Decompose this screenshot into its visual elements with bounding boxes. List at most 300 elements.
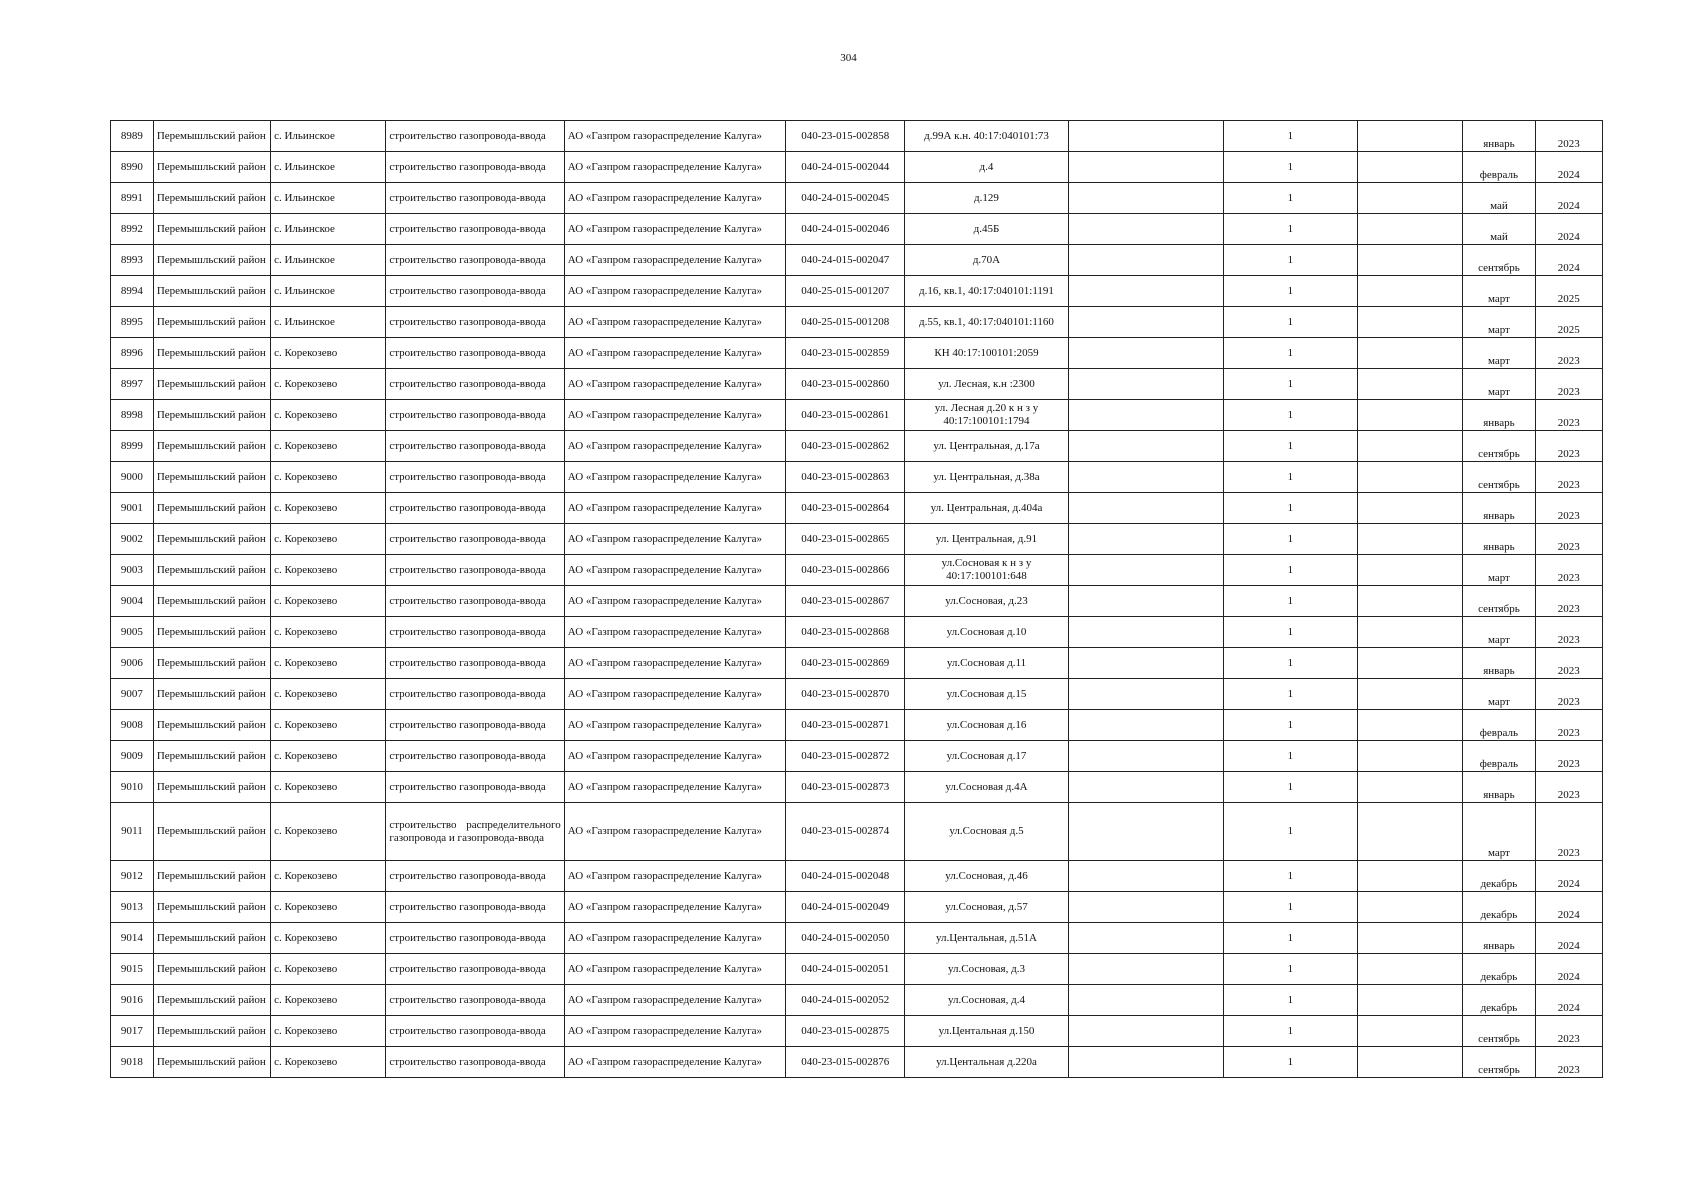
- month-cell: январь: [1463, 923, 1535, 954]
- village-cell: с. Корекозево: [271, 954, 386, 985]
- address-cell: ул. Центральная, д.17а: [905, 431, 1068, 462]
- month-cell: январь: [1463, 524, 1535, 555]
- registry-code-cell: 040-23-015-002863: [786, 462, 905, 493]
- address-cell: ул.Сосновая д.5: [905, 803, 1068, 861]
- quantity-cell: 1: [1223, 923, 1358, 954]
- district-cell: Перемышльский район: [153, 648, 270, 679]
- quantity-cell: 1: [1223, 183, 1358, 214]
- month-cell: январь: [1463, 648, 1535, 679]
- empty-cell: [1358, 493, 1463, 524]
- table-row: [111, 954, 1603, 985]
- work-type-cell: строительство газопровода-ввода: [386, 152, 564, 183]
- empty-cell: [1358, 431, 1463, 462]
- empty-cell: [1358, 648, 1463, 679]
- empty-cell: [1358, 1047, 1463, 1078]
- district-cell: Перемышльский район: [153, 679, 270, 710]
- quantity-cell: 1: [1223, 861, 1358, 892]
- village-cell: с. Корекозево: [271, 1016, 386, 1047]
- village-cell: с. Корекозево: [271, 400, 386, 431]
- year-cell: 2023: [1535, 741, 1602, 772]
- registry-code-cell: 040-23-015-002865: [786, 524, 905, 555]
- village-cell: с. Корекозево: [271, 772, 386, 803]
- year-cell: 2023: [1535, 679, 1602, 710]
- year-cell: 2024: [1535, 923, 1602, 954]
- organization-cell: АО «Газпром газораспределение Калуга»: [564, 923, 785, 954]
- row-number: 8992: [111, 214, 154, 245]
- year-cell: 2024: [1535, 861, 1602, 892]
- row-number: 9010: [111, 772, 154, 803]
- table-row: [111, 462, 1603, 493]
- month-cell: январь: [1463, 493, 1535, 524]
- year-cell: 2024: [1535, 954, 1602, 985]
- registry-code-cell: 040-23-015-002873: [786, 772, 905, 803]
- organization-cell: АО «Газпром газораспределение Калуга»: [564, 307, 785, 338]
- work-type-cell: строительство газопровода-ввода: [386, 214, 564, 245]
- year-cell: 2023: [1535, 648, 1602, 679]
- work-type-cell: строительство газопровода-ввода: [386, 741, 564, 772]
- empty-cell: [1358, 121, 1463, 152]
- empty-cell: [1068, 431, 1223, 462]
- year-cell: 2023: [1535, 524, 1602, 555]
- organization-cell: АО «Газпром газораспределение Калуга»: [564, 369, 785, 400]
- year-cell: 2023: [1535, 338, 1602, 369]
- district-cell: Перемышльский район: [153, 276, 270, 307]
- district-cell: Перемышльский район: [153, 985, 270, 1016]
- registry-code-cell: 040-24-015-002049: [786, 892, 905, 923]
- organization-cell: АО «Газпром газораспределение Калуга»: [564, 431, 785, 462]
- quantity-cell: 1: [1223, 555, 1358, 586]
- quantity-cell: 1: [1223, 741, 1358, 772]
- year-cell: 2024: [1535, 152, 1602, 183]
- organization-cell: АО «Газпром газораспределение Калуга»: [564, 1047, 785, 1078]
- row-number: 9000: [111, 462, 154, 493]
- empty-cell: [1068, 772, 1223, 803]
- quantity-cell: 1: [1223, 152, 1358, 183]
- row-number: 9008: [111, 710, 154, 741]
- district-cell: Перемышльский район: [153, 861, 270, 892]
- registry-code-cell: 040-23-015-002859: [786, 338, 905, 369]
- year-cell: 2023: [1535, 586, 1602, 617]
- empty-cell: [1068, 276, 1223, 307]
- empty-cell: [1358, 892, 1463, 923]
- organization-cell: АО «Газпром газораспределение Калуга»: [564, 121, 785, 152]
- work-type-cell: строительство газопровода-ввода: [386, 861, 564, 892]
- year-cell: 2025: [1535, 307, 1602, 338]
- row-number: 9004: [111, 586, 154, 617]
- work-type-cell: строительство газопровода-ввода: [386, 1047, 564, 1078]
- year-cell: 2023: [1535, 617, 1602, 648]
- district-cell: Перемышльский район: [153, 586, 270, 617]
- month-cell: декабрь: [1463, 861, 1535, 892]
- month-cell: март: [1463, 369, 1535, 400]
- address-cell: ул.Центальная, д.51А: [905, 923, 1068, 954]
- registry-code-cell: 040-23-015-002874: [786, 803, 905, 861]
- year-cell: 2024: [1535, 214, 1602, 245]
- registry-code-cell: 040-24-015-002047: [786, 245, 905, 276]
- village-cell: с. Корекозево: [271, 617, 386, 648]
- registry-code-cell: 040-24-015-002046: [786, 214, 905, 245]
- registry-code-cell: 040-24-015-002052: [786, 985, 905, 1016]
- table-row: [111, 803, 1603, 861]
- empty-cell: [1068, 369, 1223, 400]
- year-cell: 2023: [1535, 431, 1602, 462]
- year-cell: 2023: [1535, 772, 1602, 803]
- registry-code-cell: 040-23-015-002866: [786, 555, 905, 586]
- year-cell: 2023: [1535, 555, 1602, 586]
- month-cell: март: [1463, 307, 1535, 338]
- month-cell: сентябрь: [1463, 431, 1535, 462]
- address-cell: ул.Сосновая, д.4: [905, 985, 1068, 1016]
- quantity-cell: 1: [1223, 1047, 1358, 1078]
- empty-cell: [1068, 338, 1223, 369]
- address-cell: ул.Сосновая д.10: [905, 617, 1068, 648]
- district-cell: Перемышльский район: [153, 493, 270, 524]
- organization-cell: АО «Газпром газораспределение Калуга»: [564, 617, 785, 648]
- quantity-cell: 1: [1223, 276, 1358, 307]
- village-cell: с. Ильинское: [271, 307, 386, 338]
- village-cell: с. Корекозево: [271, 338, 386, 369]
- table-row: [111, 1016, 1603, 1047]
- quantity-cell: 1: [1223, 214, 1358, 245]
- month-cell: сентябрь: [1463, 245, 1535, 276]
- village-cell: с. Ильинское: [271, 214, 386, 245]
- month-cell: декабрь: [1463, 954, 1535, 985]
- work-type-cell: строительство газопровода-ввода: [386, 307, 564, 338]
- empty-cell: [1068, 803, 1223, 861]
- address-cell: ул.Сосновая д.4А: [905, 772, 1068, 803]
- village-cell: с. Корекозево: [271, 369, 386, 400]
- address-cell: КН 40:17:100101:2059: [905, 338, 1068, 369]
- row-number: 8998: [111, 400, 154, 431]
- row-number: 8997: [111, 369, 154, 400]
- empty-cell: [1358, 338, 1463, 369]
- organization-cell: АО «Газпром газораспределение Калуга»: [564, 803, 785, 861]
- address-cell: ул.Сосновая д.16: [905, 710, 1068, 741]
- village-cell: с. Корекозево: [271, 923, 386, 954]
- village-cell: с. Корекозево: [271, 462, 386, 493]
- district-cell: Перемышльский район: [153, 710, 270, 741]
- empty-cell: [1358, 679, 1463, 710]
- village-cell: с. Ильинское: [271, 276, 386, 307]
- row-number: 8995: [111, 307, 154, 338]
- district-cell: Перемышльский район: [153, 1016, 270, 1047]
- empty-cell: [1068, 245, 1223, 276]
- empty-cell: [1358, 307, 1463, 338]
- organization-cell: АО «Газпром газораспределение Калуга»: [564, 524, 785, 555]
- district-cell: Перемышльский район: [153, 892, 270, 923]
- organization-cell: АО «Газпром газораспределение Калуга»: [564, 648, 785, 679]
- page-number: 304: [840, 52, 857, 64]
- district-cell: Перемышльский район: [153, 954, 270, 985]
- row-number: 9006: [111, 648, 154, 679]
- village-cell: с. Ильинское: [271, 245, 386, 276]
- registry-code-cell: 040-24-015-002048: [786, 861, 905, 892]
- organization-cell: АО «Газпром газораспределение Калуга»: [564, 772, 785, 803]
- quantity-cell: 1: [1223, 1016, 1358, 1047]
- village-cell: с. Корекозево: [271, 710, 386, 741]
- row-number: 8999: [111, 431, 154, 462]
- table-row: [111, 493, 1603, 524]
- address-cell: д.45Б: [905, 214, 1068, 245]
- row-number: 8990: [111, 152, 154, 183]
- empty-cell: [1358, 861, 1463, 892]
- registry-code-cell: 040-23-015-002860: [786, 369, 905, 400]
- work-type-cell: строительство газопровода-ввода: [386, 121, 564, 152]
- empty-cell: [1068, 892, 1223, 923]
- registry-code-cell: 040-25-015-001208: [786, 307, 905, 338]
- table-row: [111, 617, 1603, 648]
- quantity-cell: 1: [1223, 954, 1358, 985]
- district-cell: Перемышльский район: [153, 617, 270, 648]
- registry-code-cell: 040-23-015-002864: [786, 493, 905, 524]
- organization-cell: АО «Газпром газораспределение Калуга»: [564, 679, 785, 710]
- village-cell: с. Корекозево: [271, 555, 386, 586]
- district-cell: Перемышльский район: [153, 338, 270, 369]
- year-cell: 2023: [1535, 369, 1602, 400]
- district-cell: Перемышльский район: [153, 245, 270, 276]
- work-type-cell: строительство газопровода-ввода: [386, 586, 564, 617]
- work-type-cell: строительство газопровода-ввода: [386, 648, 564, 679]
- organization-cell: АО «Газпром газораспределение Калуга»: [564, 741, 785, 772]
- address-cell: ул.Сосновая, д.23: [905, 586, 1068, 617]
- quantity-cell: 1: [1223, 710, 1358, 741]
- village-cell: с. Корекозево: [271, 861, 386, 892]
- address-cell: д.55, кв.1, 40:17:040101:1160: [905, 307, 1068, 338]
- empty-cell: [1358, 245, 1463, 276]
- table-row: [111, 741, 1603, 772]
- work-type-cell: строительство газопровода-ввода: [386, 431, 564, 462]
- organization-cell: АО «Газпром газораспределение Калуга»: [564, 245, 785, 276]
- year-cell: 2023: [1535, 1016, 1602, 1047]
- registry-code-cell: 040-23-015-002861: [786, 400, 905, 431]
- row-number: 8996: [111, 338, 154, 369]
- month-cell: май: [1463, 183, 1535, 214]
- row-number: 8994: [111, 276, 154, 307]
- row-number: 9017: [111, 1016, 154, 1047]
- table-row: [111, 524, 1603, 555]
- empty-cell: [1068, 648, 1223, 679]
- table-row: [111, 1047, 1603, 1078]
- table-row: [111, 772, 1603, 803]
- village-cell: с. Корекозево: [271, 892, 386, 923]
- year-cell: 2024: [1535, 245, 1602, 276]
- month-cell: февраль: [1463, 710, 1535, 741]
- organization-cell: АО «Газпром газораспределение Калуга»: [564, 493, 785, 524]
- work-type-cell: строительство газопровода-ввода: [386, 276, 564, 307]
- row-number: 9016: [111, 985, 154, 1016]
- organization-cell: АО «Газпром газораспределение Калуга»: [564, 1016, 785, 1047]
- empty-cell: [1358, 772, 1463, 803]
- table-row: [111, 400, 1603, 431]
- row-number: 9005: [111, 617, 154, 648]
- table-row: [111, 369, 1603, 400]
- district-cell: Перемышльский район: [153, 923, 270, 954]
- work-type-cell: строительство газопровода-ввода: [386, 1016, 564, 1047]
- table-row: [111, 710, 1603, 741]
- quantity-cell: 1: [1223, 431, 1358, 462]
- empty-cell: [1068, 617, 1223, 648]
- row-number: 9013: [111, 892, 154, 923]
- year-cell: 2023: [1535, 121, 1602, 152]
- empty-cell: [1068, 555, 1223, 586]
- year-cell: 2024: [1535, 985, 1602, 1016]
- quantity-cell: 1: [1223, 985, 1358, 1016]
- table-row: [111, 338, 1603, 369]
- village-cell: с. Ильинское: [271, 183, 386, 214]
- address-cell: д.16, кв.1, 40:17:040101:1191: [905, 276, 1068, 307]
- address-cell: ул.Центальная д.150: [905, 1016, 1068, 1047]
- quantity-cell: 1: [1223, 617, 1358, 648]
- district-cell: Перемышльский район: [153, 152, 270, 183]
- address-cell: ул.Сосновая к н з у 40:17:100101:648: [905, 555, 1068, 586]
- table-row: [111, 431, 1603, 462]
- year-cell: 2023: [1535, 710, 1602, 741]
- address-cell: ул. Лесная д.20 к н з у 40:17:100101:1794: [905, 400, 1068, 431]
- work-type-cell: строительство газопровода-ввода: [386, 369, 564, 400]
- year-cell: 2023: [1535, 1047, 1602, 1078]
- empty-cell: [1358, 214, 1463, 245]
- district-cell: Перемышльский район: [153, 400, 270, 431]
- work-type-cell: строительство газопровода-ввода: [386, 183, 564, 214]
- row-number: 9011: [111, 803, 154, 861]
- work-type-cell: строительство газопровода-ввода: [386, 400, 564, 431]
- empty-cell: [1068, 121, 1223, 152]
- row-number: 9003: [111, 555, 154, 586]
- registry-code-cell: 040-23-015-002871: [786, 710, 905, 741]
- registry-code-cell: 040-23-015-002870: [786, 679, 905, 710]
- month-cell: май: [1463, 214, 1535, 245]
- table-row: [111, 985, 1603, 1016]
- district-cell: Перемышльский район: [153, 369, 270, 400]
- address-cell: ул. Центральная, д.91: [905, 524, 1068, 555]
- empty-cell: [1068, 307, 1223, 338]
- month-cell: сентябрь: [1463, 586, 1535, 617]
- quantity-cell: 1: [1223, 369, 1358, 400]
- district-cell: Перемышльский район: [153, 524, 270, 555]
- village-cell: с. Корекозево: [271, 524, 386, 555]
- address-cell: ул.Центальная д.220а: [905, 1047, 1068, 1078]
- work-type-cell: строительство газопровода-ввода: [386, 555, 564, 586]
- month-cell: март: [1463, 679, 1535, 710]
- empty-cell: [1358, 555, 1463, 586]
- address-cell: ул.Сосновая д.11: [905, 648, 1068, 679]
- work-type-cell: строительство газопровода-ввода: [386, 892, 564, 923]
- empty-cell: [1068, 524, 1223, 555]
- organization-cell: АО «Газпром газораспределение Калуга»: [564, 276, 785, 307]
- organization-cell: АО «Газпром газораспределение Калуга»: [564, 400, 785, 431]
- registry-code-cell: 040-23-015-002876: [786, 1047, 905, 1078]
- district-cell: Перемышльский район: [153, 431, 270, 462]
- row-number: 8989: [111, 121, 154, 152]
- organization-cell: АО «Газпром газораспределение Калуга»: [564, 338, 785, 369]
- table-row: [111, 679, 1603, 710]
- table-row: [111, 183, 1603, 214]
- empty-cell: [1068, 183, 1223, 214]
- empty-cell: [1358, 985, 1463, 1016]
- table-row: [111, 648, 1603, 679]
- quantity-cell: 1: [1223, 772, 1358, 803]
- village-cell: с. Корекозево: [271, 741, 386, 772]
- row-number: 9009: [111, 741, 154, 772]
- empty-cell: [1068, 1047, 1223, 1078]
- work-type-cell: строительство газопровода-ввода: [386, 462, 564, 493]
- empty-cell: [1068, 462, 1223, 493]
- month-cell: январь: [1463, 400, 1535, 431]
- work-type-cell: строительство распределительного газопровода и газопровода-ввода: [386, 803, 564, 861]
- village-cell: с. Ильинское: [271, 121, 386, 152]
- month-cell: сентябрь: [1463, 1047, 1535, 1078]
- registry-table: [110, 120, 1603, 1078]
- empty-cell: [1358, 617, 1463, 648]
- registry-code-cell: 040-24-015-002044: [786, 152, 905, 183]
- address-cell: д.99А к.н. 40:17:040101:73: [905, 121, 1068, 152]
- month-cell: декабрь: [1463, 892, 1535, 923]
- address-cell: ул.Сосновая, д.57: [905, 892, 1068, 923]
- empty-cell: [1068, 741, 1223, 772]
- table-row: [111, 892, 1603, 923]
- empty-cell: [1358, 152, 1463, 183]
- month-cell: март: [1463, 617, 1535, 648]
- work-type-cell: строительство газопровода-ввода: [386, 679, 564, 710]
- row-number: 9007: [111, 679, 154, 710]
- organization-cell: АО «Газпром газораспределение Калуга»: [564, 462, 785, 493]
- table-row: [111, 121, 1603, 152]
- village-cell: с. Корекозево: [271, 679, 386, 710]
- district-cell: Перемышльский район: [153, 121, 270, 152]
- work-type-cell: строительство газопровода-ввода: [386, 923, 564, 954]
- organization-cell: АО «Газпром газораспределение Калуга»: [564, 985, 785, 1016]
- registry-code-cell: 040-24-015-002051: [786, 954, 905, 985]
- work-type-cell: строительство газопровода-ввода: [386, 954, 564, 985]
- empty-cell: [1068, 214, 1223, 245]
- work-type-cell: строительство газопровода-ввода: [386, 338, 564, 369]
- work-type-cell: строительство газопровода-ввода: [386, 617, 564, 648]
- empty-cell: [1068, 493, 1223, 524]
- village-cell: с. Корекозево: [271, 1047, 386, 1078]
- organization-cell: АО «Газпром газораспределение Калуга»: [564, 183, 785, 214]
- empty-cell: [1068, 679, 1223, 710]
- empty-cell: [1358, 803, 1463, 861]
- quantity-cell: 1: [1223, 892, 1358, 923]
- empty-cell: [1358, 923, 1463, 954]
- address-cell: ул.Сосновая, д.3: [905, 954, 1068, 985]
- registry-code-cell: 040-23-015-002862: [786, 431, 905, 462]
- organization-cell: АО «Газпром газораспределение Калуга»: [564, 892, 785, 923]
- empty-cell: [1358, 276, 1463, 307]
- village-cell: с. Корекозево: [271, 803, 386, 861]
- quantity-cell: 1: [1223, 493, 1358, 524]
- address-cell: ул.Сосновая, д.46: [905, 861, 1068, 892]
- empty-cell: [1358, 462, 1463, 493]
- organization-cell: АО «Газпром газораспределение Калуга»: [564, 710, 785, 741]
- empty-cell: [1358, 710, 1463, 741]
- table-row: [111, 586, 1603, 617]
- address-cell: ул. Лесная, к.н :2300: [905, 369, 1068, 400]
- month-cell: январь: [1463, 772, 1535, 803]
- registry-code-cell: 040-23-015-002869: [786, 648, 905, 679]
- registry-code-cell: 040-24-015-002045: [786, 183, 905, 214]
- month-cell: март: [1463, 803, 1535, 861]
- organization-cell: АО «Газпром газораспределение Калуга»: [564, 555, 785, 586]
- empty-cell: [1068, 710, 1223, 741]
- address-cell: ул. Центральная, д.38а: [905, 462, 1068, 493]
- address-cell: ул. Центральная, д.404а: [905, 493, 1068, 524]
- row-number: 9012: [111, 861, 154, 892]
- quantity-cell: 1: [1223, 121, 1358, 152]
- registry-code-cell: 040-23-015-002868: [786, 617, 905, 648]
- month-cell: январь: [1463, 121, 1535, 152]
- village-cell: с. Корекозево: [271, 648, 386, 679]
